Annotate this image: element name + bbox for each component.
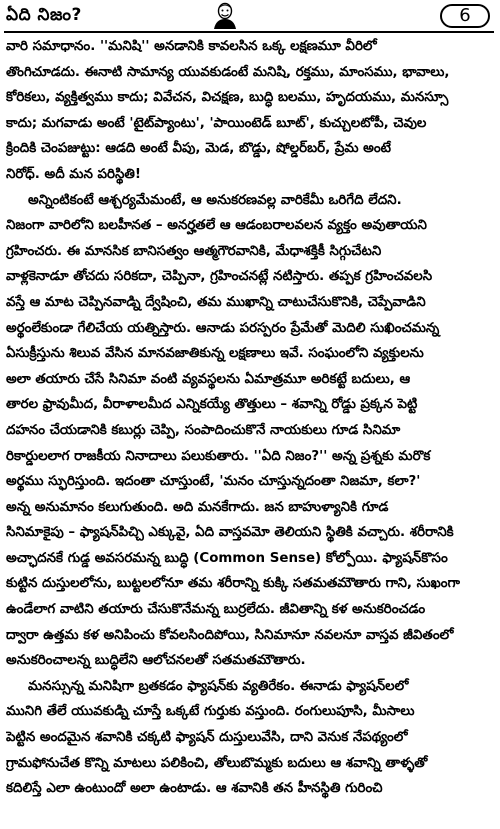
page-number: 6: [440, 4, 490, 28]
text-line: గ్రహించరు. ఈ మానసిక బానిసత్వం ఆత్మగౌరవానికి, మేధాశక్తికీ సిగ్గుచేటని: [6, 243, 382, 259]
text-line: ద్వారా ఉత్తమ కళ అనిపించు కోవలసిందిపోయి, సినిమానూ నవలనూ వాస్తవ జీవితంలో: [6, 627, 454, 643]
text-line: వస్తే ఆ మాట చెప్పినవాడ్ని ద్వేషించి, తమ ముఖాన్ని చాటుచేసుకొనికి, చెప్పేవాడిని: [6, 294, 426, 310]
text-line: నిరోధ్. అదీ మన పరిస్థితి!: [6, 166, 141, 182]
text-line: కోరికలు, వ్యక్తిత్వము కాదు; వివేచన, విచక్షణ, బుద్ధి బలము, హృదయము, మనస్సూ: [6, 90, 449, 106]
text-line: తారల ఫ్రావుమీద, వీరాళాలమీద ఎన్నికయ్యే తొత్తులు – శవాన్ని రోడ్డు ప్రక్కన పెట్టి: [6, 397, 418, 413]
text-line: కుట్టిన దుస్తులలోను, బుట్టలలోనూ తమ శరీరాన్ని కుక్కి సతమతమౌతారు గాని, సుఖంగా: [6, 576, 460, 592]
text-line: తొంగిచూడదు. ఈనాటి సామాన్య యువకుడంటే మనిషి, రక్తము, మాంసము, భావాలు,: [6, 64, 450, 80]
text-line: గ్రామఫోనుచేత కొన్ని మాటలు పలికించి, తోలుబొమ్మకు బదులు ఆ శవాన్ని తాళ్ళతో: [6, 755, 428, 771]
page-header: [0, 0, 500, 32]
text-line: అన్న అనుమానం కలుగుతుంది. అది మనకేగాదు. జన బాహుళ్యానికి గూడ: [6, 499, 389, 515]
text-line: రికార్డులలాగ రాజకీయ నినాదాలు పలుకుతారు. ''ఏది నిజం?'' అన్న ప్రశ్నకు మరొక: [6, 448, 431, 464]
text-line: కాదు; మగవాడు అంటే 'టైట్‌ప్యాంటు', 'పాయింటెడ్ బూట్', కుచ్చులటోపీ, చెవుల: [6, 115, 427, 131]
text-line: మనస్సున్న మనిషిగా బ్రతకడం ఫ్యాషన్‌కు వ్యతిరేకం. ఈనాడు ఫ్యాషన్‌లలో: [28, 678, 409, 694]
body-text: [6, 34, 494, 802]
text-line: పెట్టిన అందమైన శవానికి చక్కటి ఫ్యాషన్ దుస్తులువేసి, దాని వెనుక నేపథ్యంలో: [6, 730, 408, 746]
text-line: అర్థము స్ఫురిస్తుంది. ఇదంతా చూస్తుంటే, 'మనం చూస్తున్నదంతా నిజమా, కలా?': [6, 474, 421, 490]
text-line: అర్థంలేకుండా గేలిచేయ యత్నిస్తారు. ఆనాడు పరస్పరం ప్రేమేతో మెదిలి సుఖించమన్న: [6, 320, 440, 336]
text-line: మునిగి తేలే యువకుడ్ని చూస్తే ఒక్కటే గుర్తుకు వస్తుంది. రంగులుపూసి, మీసాలు: [6, 704, 415, 720]
paragraph-3: [6, 674, 494, 802]
text-line: వాళ్లకెనాడూ తోచదు సరికదా, చెప్పినా, గ్రహించనట్లే నటిస్తారు. తప్పక గ్రహించవలసి: [6, 269, 433, 285]
text-line: ఏసుక్రీస్తును శిలువ వేసిన మానవజాతికున్న లక్షణాలు ఇవే. సంఘంలోని వ్యక్తులను: [6, 346, 424, 362]
text-line: వారి సమాధానం. ''మనిషి'' అనడానికి కావలసిన ఒక్క లక్షణమూ వీరిలో: [6, 39, 377, 54]
text-line: ఉండేలాగ వాటిని తయారు చేసుకొనేమన్న బుర్రలేదు. జీవితాన్ని కళ అనుకరించడం: [6, 602, 426, 618]
text-line: అచ్ఛాదనకే గుడ్డ అవసరమన్న బుద్ధి (Common Sense) కోల్పోయి. ఫ్యాషన్‌కొసం: [6, 550, 448, 566]
header-divider: [4, 31, 494, 33]
paragraph-2: [6, 188, 494, 674]
book-title: ఏది నిజం?: [6, 5, 82, 25]
person-portrait-icon: [212, 1, 238, 29]
text-line: దహనం చేయడానికి కబుర్లు చెప్పి, సంపాదించుకొనే నాయకులు గూడ సినిమా: [6, 422, 401, 438]
text-line: అలా తయారు చేసే సినిమా వంటి వ్యవస్థలను ఏమాత్రమూ అరికట్టే బదులు, ఆ: [6, 371, 411, 387]
text-line: అనుకరించాలన్న బుద్ధిలేని ఆలోచనలతో సతమతమౌతారు.: [6, 653, 306, 669]
text-line: అన్నింటికంటే ఆశ్చర్యమేమంటే, ఆ అనుకరణవల్ల వారికేమీ ఒరిగేది లేదని.: [28, 192, 402, 208]
text-line: క్రిందికి చెంపజుట్టు: ఆడది అంటే వీపు, మెడ, బొడ్డు, షోల్డర్‌బర్, ప్రేమ అంటే: [6, 141, 392, 157]
text-line: సినిమాకైపు – ఫ్యాషన్‌పిచ్చి ఎక్కువై, ఏది వాస్తవమో తెలియని స్థితికి వచ్చారు. శరీరానికి: [6, 525, 454, 541]
text-line: నిజంగా వారిలోని బలహీనత – అనర్హతలే ఆ ఆడంబరాలవలన వ్యక్తం అవుతాయని: [6, 218, 427, 234]
paragraph-1: [6, 34, 494, 188]
text-line: కదిలిస్తే ఎలా ఉంటుందో అలా ఉంటాడు. ఆ శవానికి తన హీనస్థితి గురించి: [6, 781, 383, 797]
